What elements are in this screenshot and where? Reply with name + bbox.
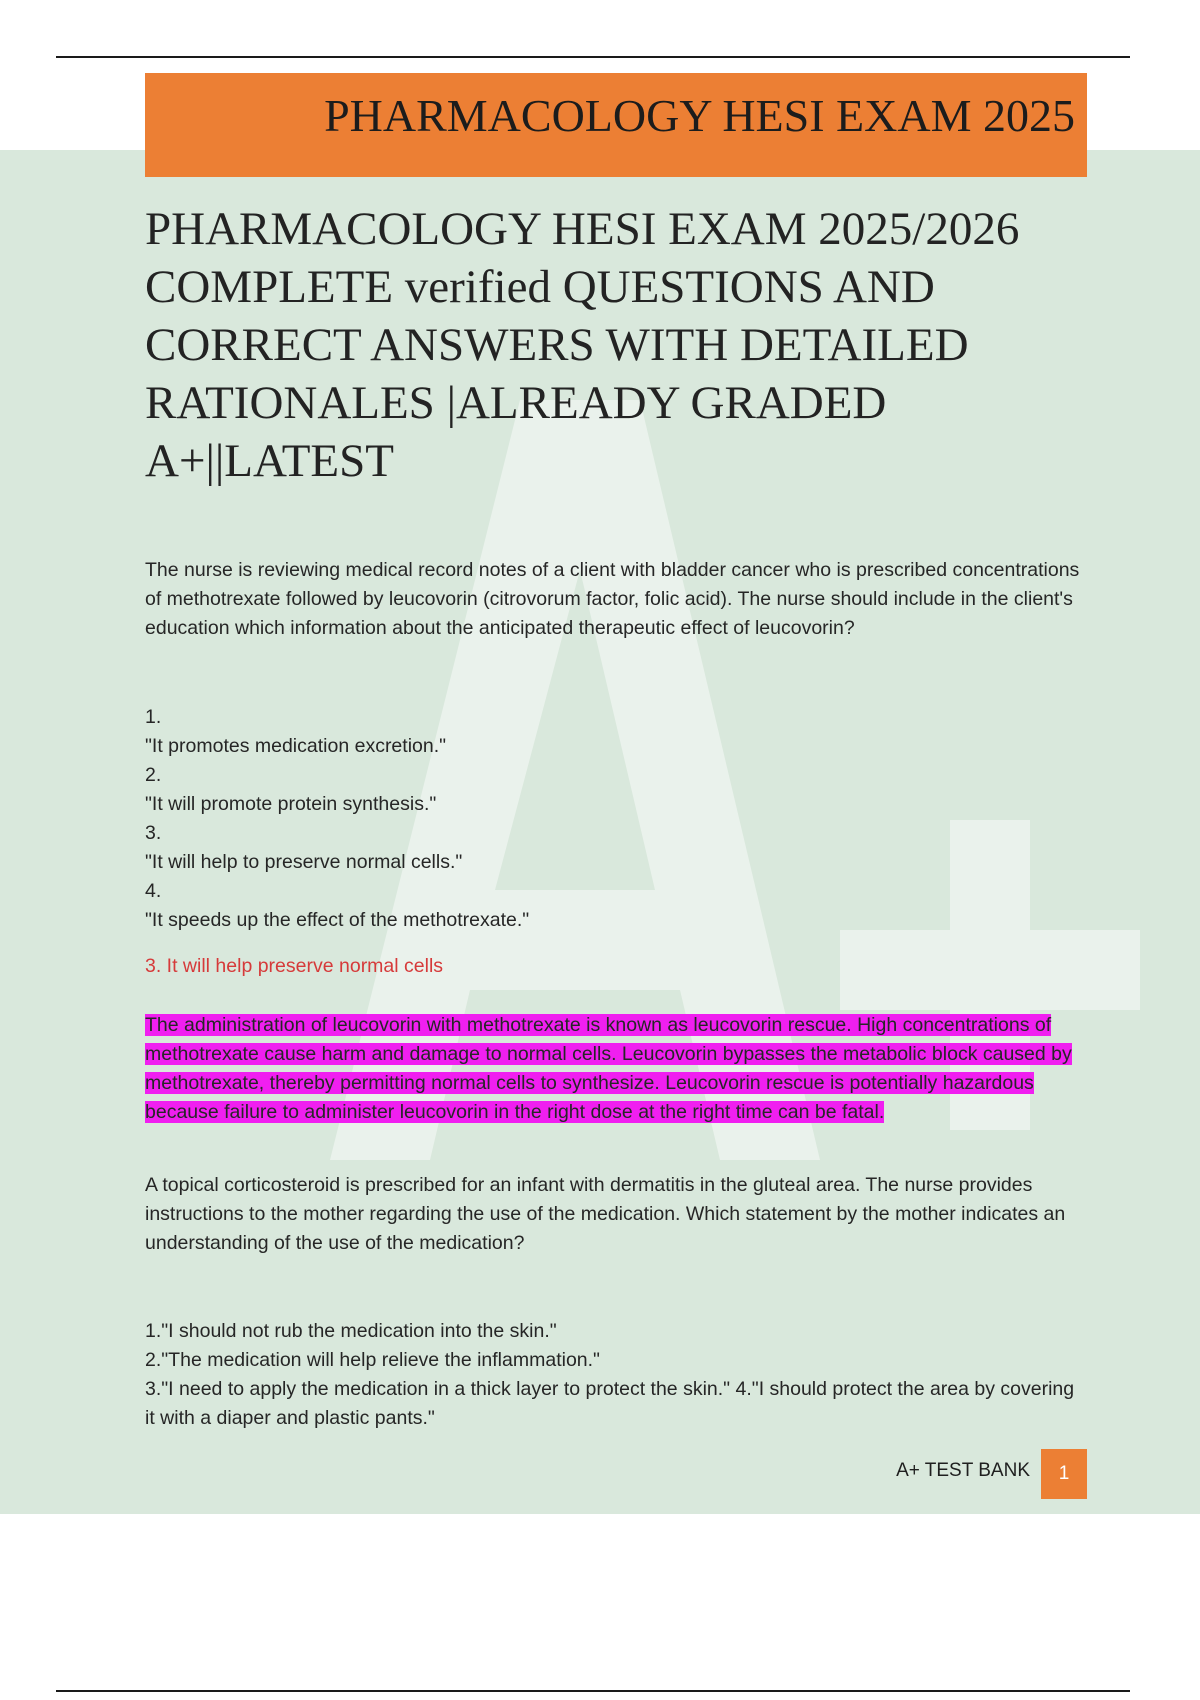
option-1-text: "It promotes medication excretion." (145, 735, 447, 757)
question-1-answer: 3. It will help preserve normal cells (145, 955, 444, 977)
option-3-number: 3. (145, 822, 162, 844)
option-3-text: "It will help to preserve normal cells." (145, 851, 463, 873)
option-4-number: 4. (145, 880, 162, 902)
option-2-number: 2. (145, 764, 162, 786)
question-1-rationale (145, 1011, 1080, 1127)
option-2-text: "It will promote protein synthesis." (145, 793, 437, 815)
footer-label: A+ TEST BANK (896, 1460, 1030, 1481)
question-1-options (145, 703, 1080, 935)
banner-title: PHARMACOLOGY HESI EXAM 2025 (324, 90, 1075, 141)
q2-option-2: 2."The medication will help relieve the inflammation." (145, 1349, 600, 1371)
document-title: PHARMACOLOGY HESI EXAM 2025/2026 COMPLETE verified QUESTIONS AND CORRECT ANSWERS WITH DETAILED RATIONALES |ALREADY GRADED A+||LATEST (145, 203, 1020, 487)
question-2-stem: A topical corticosteroid is prescribed for an infant with dermatitis in the gluteal area. The nurse provides instructions to the mother regarding the use of the medication. Which statement by the mother indicates an understanding of the use of the medication? (145, 1174, 1066, 1254)
bottom-rule (56, 1690, 1130, 1692)
rationale-highlight-text: The administration of leucovorin with methotrexate is known as leucovorin rescue. High concentrations of methotrexate cause harm and damage to normal cells. Leucovorin bypasses the metabolic block caused by methotrexate, thereby permitting normal cells to synthesize. Leucovorin rescue is potentially hazardous because failure to administer leucovorin in the right dose at the right time can be fatal. (145, 1014, 1072, 1123)
top-rule (56, 56, 1130, 58)
question-1-stem: The nurse is reviewing medical record notes of a client with bladder cancer who is prescribed concentrations of methotrexate followed by leucovorin (citrovorum factor, folic acid). The nurse should include in the client's education which information about the anticipated therapeutic effect of leucovorin? (145, 559, 1080, 639)
option-4-text: "It speeds up the effect of the methotrexate." (145, 909, 530, 931)
option-1-number: 1. (145, 706, 162, 728)
q2-option-1: 1."I should not rub the medication into the skin." (145, 1320, 557, 1342)
header-banner (145, 73, 1087, 177)
question-2-options (145, 1317, 1080, 1433)
q2-option-3-4: 3."I need to apply the medication in a thick layer to protect the skin." 4."I should protect the area by covering it with a diaper and plastic pants." (145, 1378, 1075, 1429)
page-number: 1 (1041, 1449, 1087, 1499)
